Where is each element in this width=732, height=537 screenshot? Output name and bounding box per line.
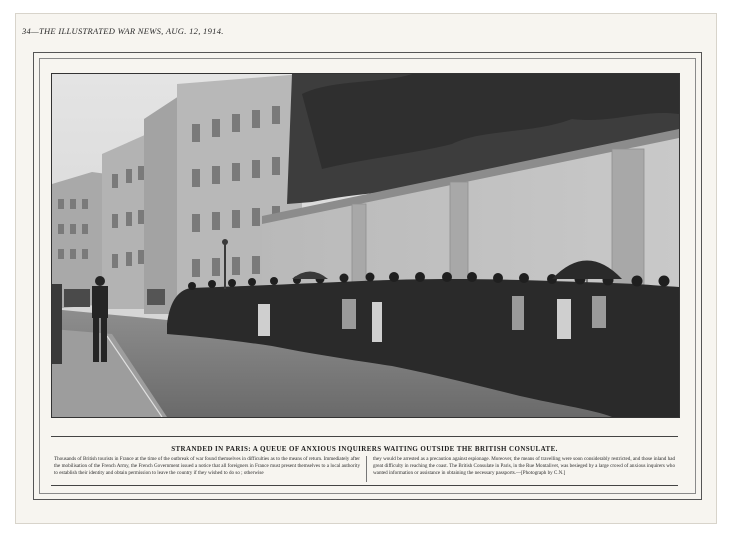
caption-title: STRANDED IN PARIS: A QUEUE OF ANXIOUS INQUIRERS WAITING OUTSIDE THE BRITISH CONSULATE. <box>171 445 558 453</box>
page-header: 34—THE ILLUSTRATED WAR NEWS, AUG. 12, 1914. <box>22 26 224 36</box>
consulate-queue-photograph <box>51 73 680 418</box>
caption-left-column: Thousands of British tourists in France at the time of the outbreak of war found themselves in difficulties as to the means of return. Immediately after the mobilisation of the French Army, the French Government issued a notice that all foreigners in France must present themselves to a local authority to establish their identity and obtain permission to leave the country if they wished to do so ; otherwise <box>54 456 360 476</box>
caption-box <box>51 436 678 486</box>
caption-right-column: they would be arrested as a precaution against espionage. Moreover, the means of travelling were soon considerably restricted, and those inland had great difficulty in reaching the coast. The British Consulate in Paris, in the Rue Montalivet, was besieged by a large crowd of anxious inquirers who wanted information or assistance in obtaining the necessary passports.—[Photograph by C.N.] <box>373 456 675 476</box>
photograph-illustration <box>52 74 679 417</box>
caption-column-divider <box>366 456 367 482</box>
